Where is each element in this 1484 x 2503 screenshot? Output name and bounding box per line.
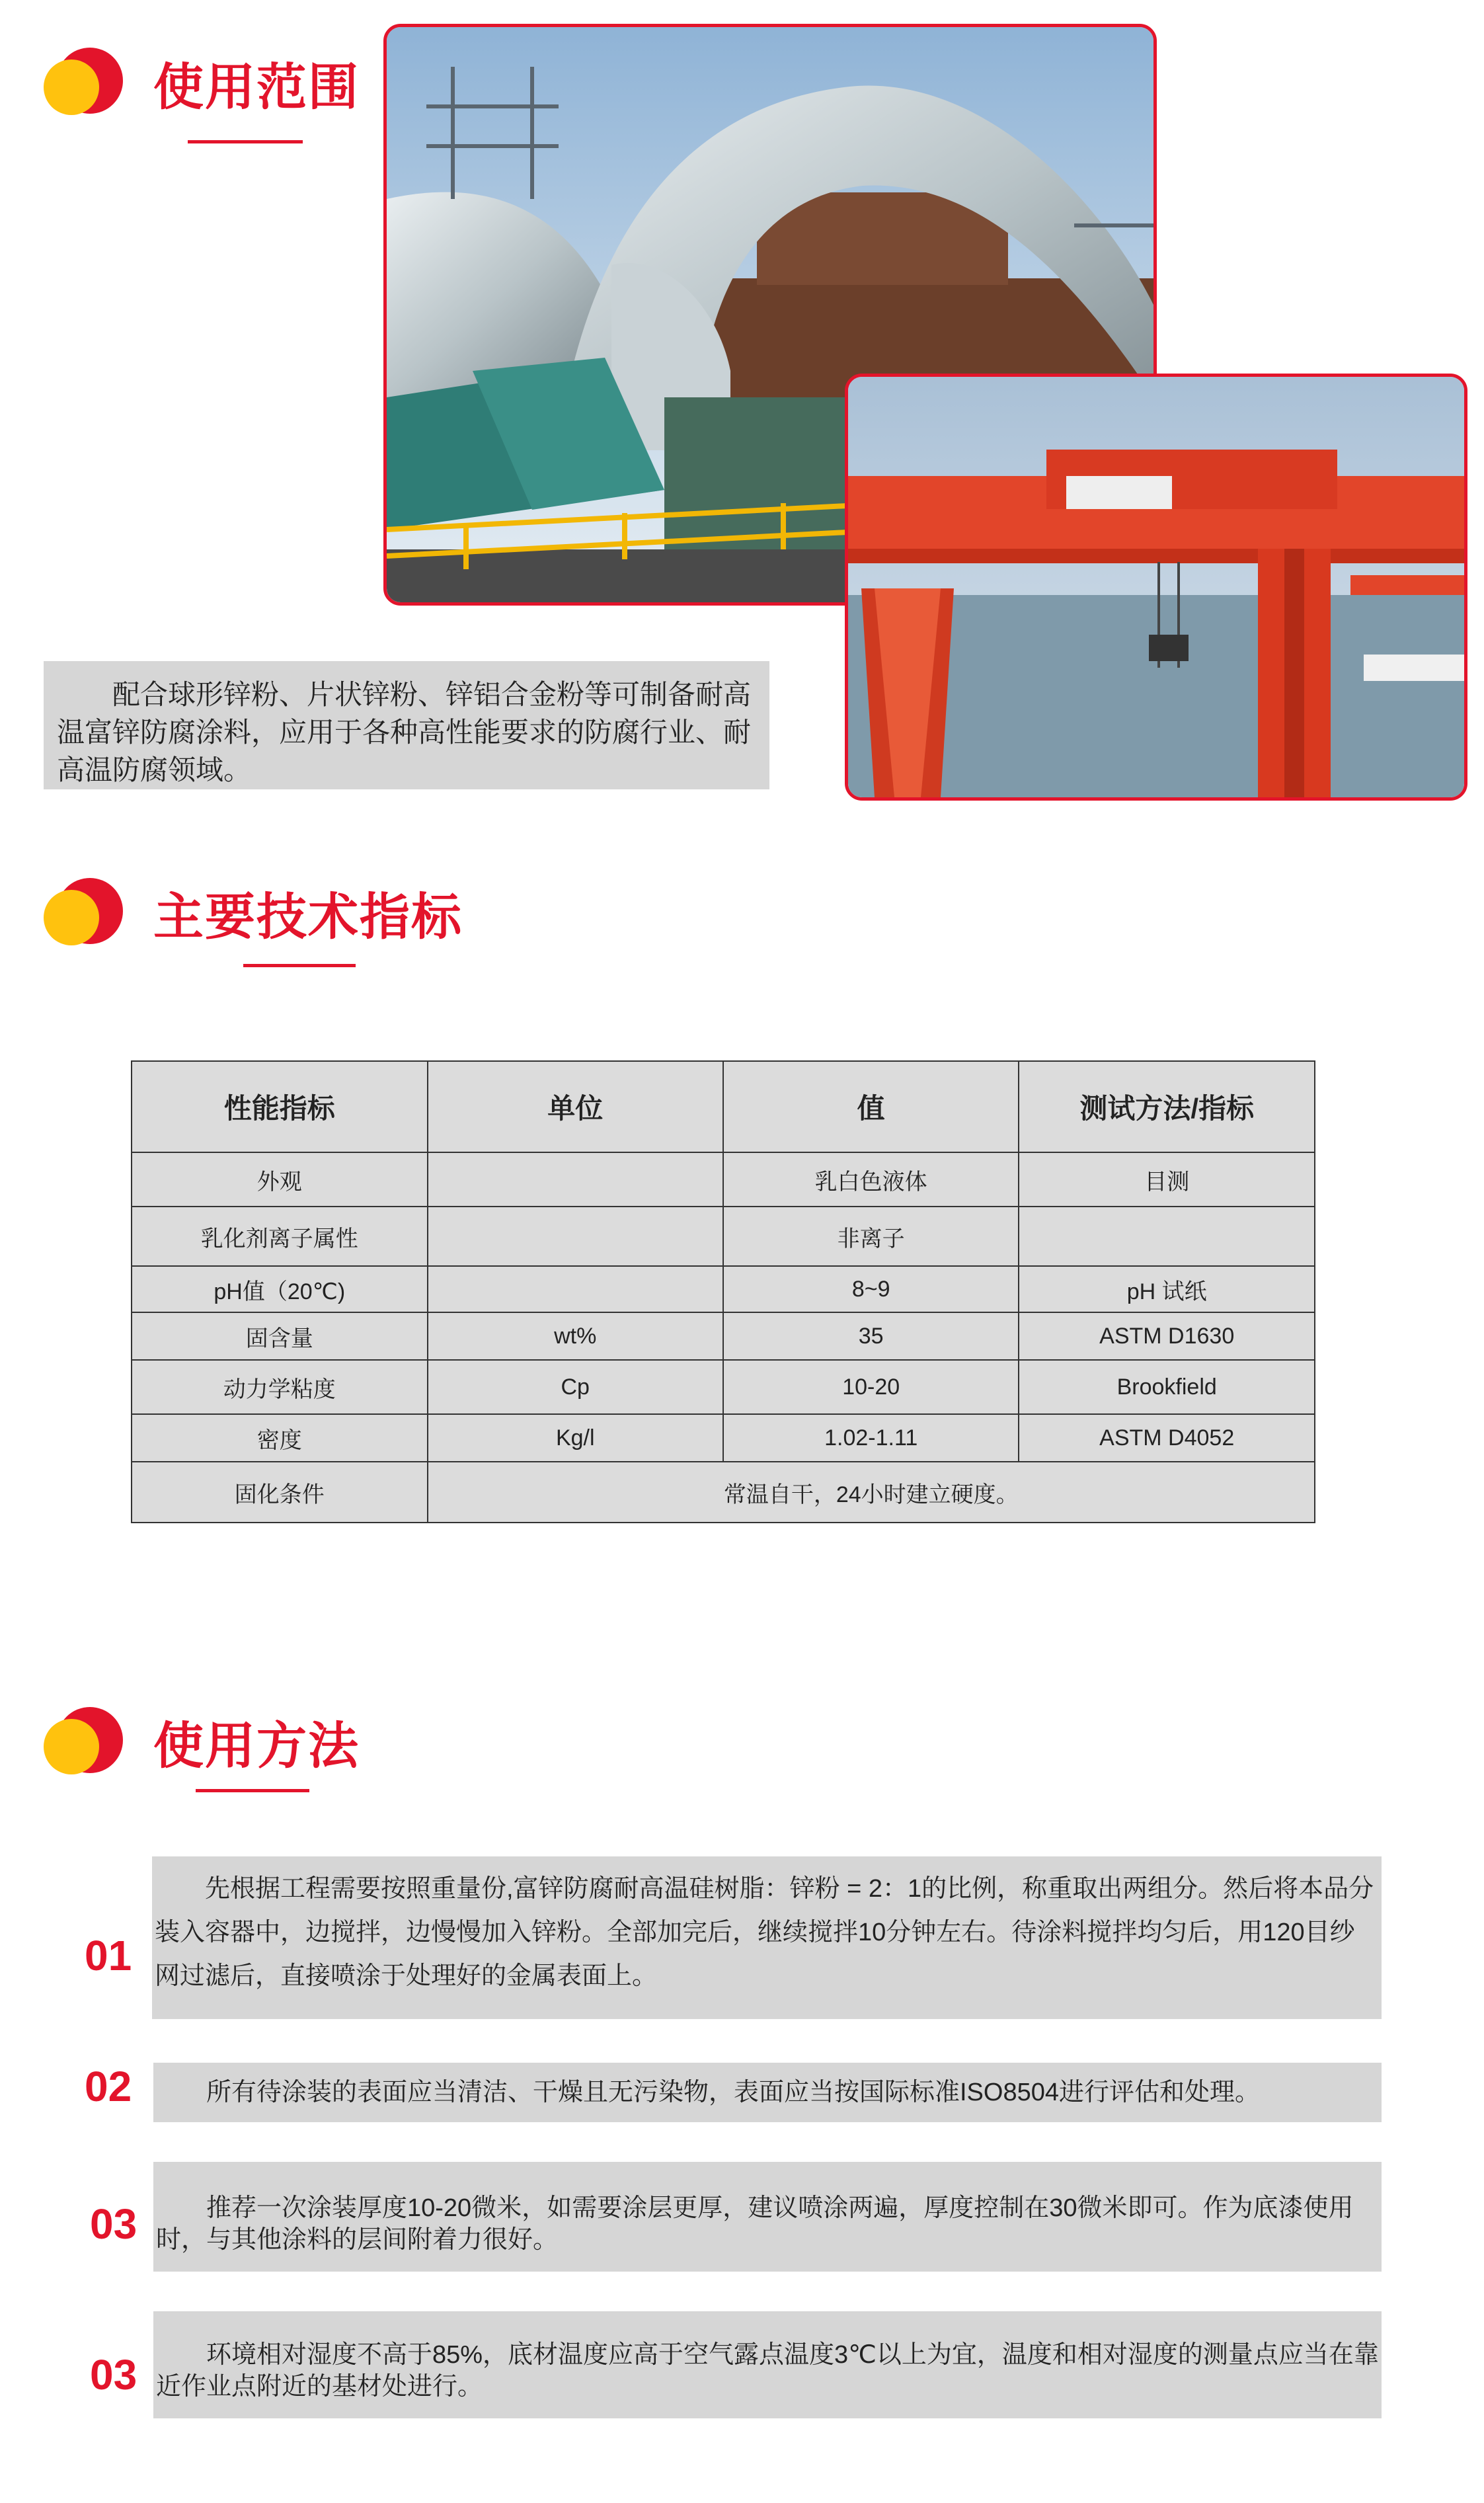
column-header: 值 [723, 1061, 1019, 1152]
table-row [132, 1266, 1315, 1312]
section-title-usage-scope: 使用范围 [153, 60, 360, 116]
tech-spec-table [131, 1060, 1315, 1523]
column-header: 单位 [428, 1061, 723, 1152]
table-row [132, 1462, 1315, 1523]
cell-property: 密度 [132, 1414, 428, 1462]
step-number: 02 [85, 2063, 132, 2110]
column-header: 性能指标 [132, 1061, 428, 1152]
red-gantry-crane-photo [845, 374, 1467, 801]
cell-method: pH 试纸 [1019, 1266, 1315, 1312]
section-title-usage-method: 使用方法 [153, 1718, 360, 1774]
usage-scope-description: 配合球形锌粉、片状锌粉、锌铝合金粉等可制备耐高温富锌防腐涂料，应用于各种高性能要求的防腐行业、耐高温防腐领域。 [44, 661, 769, 789]
step-text: 环境相对湿度不高于85%，底材温度应高于空气露点温度3℃以上为宜，温度和相对湿度的测量点应当在靠近作业点附近的基材处进行。 [153, 2311, 1382, 2418]
step-number: 01 [85, 1932, 132, 1979]
cell-property: 乳化剂离子属性 [132, 1207, 428, 1266]
step-number: 03 [90, 2351, 137, 2399]
cell-property: 动力学粘度 [132, 1360, 428, 1414]
section-bullet-icon [44, 1707, 116, 1780]
cell-value: 非离子 [723, 1207, 1019, 1266]
step-number: 03 [90, 2200, 137, 2248]
table-header-row [132, 1061, 1315, 1152]
cell-unit [428, 1152, 723, 1207]
table-row [132, 1414, 1315, 1462]
cell-method: ASTM D4052 [1019, 1414, 1315, 1462]
section-bullet-icon [44, 48, 116, 120]
cell-method: 目测 [1019, 1152, 1315, 1207]
step-text: 先根据工程需要按照重量份,富锌防腐耐高温硅树脂：锌粉 = 2：1的比例，称重取出两组分。然后将本品分装入容器中，边搅拌，边慢慢加入锌粉。全部加完后，继续搅拌10分钟左右。待涂料搅拌均匀后，用120目纱网过滤后，直接喷涂于处理好的金属表面上。 [152, 1856, 1382, 2019]
table-row [132, 1152, 1315, 1207]
cell-unit: Cp [428, 1360, 723, 1414]
cell-value: 10-20 [723, 1360, 1019, 1414]
section-underline [243, 964, 356, 967]
step-text: 所有待涂装的表面应当清洁、干燥且无污染物，表面应当按国际标准ISO8504进行评估和处理。 [153, 2063, 1382, 2122]
cell-value: 8~9 [723, 1266, 1019, 1312]
cell-property: 外观 [132, 1152, 428, 1207]
table-row [132, 1360, 1315, 1414]
cell-value: 1.02-1.11 [723, 1414, 1019, 1462]
cell-property: 固含量 [132, 1312, 428, 1360]
cell-property: 固化条件 [132, 1462, 428, 1523]
cell-unit [428, 1266, 723, 1312]
cell-value: 乳白色液体 [723, 1152, 1019, 1207]
cell-value: 常温自干，24小时建立硬度。 [428, 1462, 1315, 1523]
column-header: 测试方法/指标 [1019, 1061, 1315, 1152]
cell-value: 35 [723, 1312, 1019, 1360]
cell-unit: Kg/l [428, 1414, 723, 1462]
cell-method [1019, 1207, 1315, 1266]
table-row [132, 1207, 1315, 1266]
section-underline [188, 140, 303, 143]
section-title-tech-specs: 主要技术指标 [153, 889, 463, 945]
section-bullet-icon [44, 878, 116, 951]
cell-method: Brookfield [1019, 1360, 1315, 1414]
step-text: 推荐一次涂装厚度10-20微米，如需要涂层更厚，建议喷涂两遍，厚度控制在30微米即可。作为底漆使用时，与其他涂料的层间附着力很好。 [153, 2162, 1382, 2272]
cell-unit [428, 1207, 723, 1266]
table-row [132, 1312, 1315, 1360]
cell-method: ASTM D1630 [1019, 1312, 1315, 1360]
cell-unit: wt% [428, 1312, 723, 1360]
section-underline [196, 1789, 309, 1792]
cell-property: pH值（20℃) [132, 1266, 428, 1312]
